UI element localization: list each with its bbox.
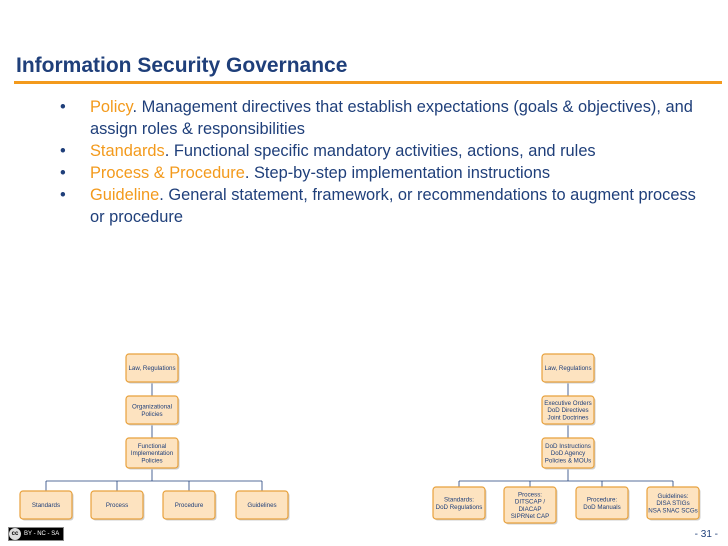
box-label: Procedure: <box>586 496 618 504</box>
bullet-term: Standards <box>90 142 165 160</box>
box-label: Organizational <box>132 403 172 411</box>
box-label: Policies <box>141 457 163 465</box>
box-label: Policies & MOUs <box>544 457 592 465</box>
box-label: DoD Agency <box>550 450 586 458</box>
bullet-term: Guideline <box>90 186 160 204</box>
box-label: DISA STIGs <box>656 500 690 508</box>
box-label: Standards: <box>444 496 474 504</box>
bullet-marker: • <box>60 164 66 182</box>
box-label: Process: <box>517 491 543 499</box>
box-procd <box>576 487 630 521</box>
license-text: BY - NC - SA <box>24 531 60 537</box>
box-label: Implementation <box>130 450 174 458</box>
box-label: DoD Instructions <box>545 443 591 450</box>
box-label: Executive Orders <box>544 400 592 407</box>
right-hierarchy-diagram <box>433 354 701 525</box>
box-std <box>20 491 74 521</box>
bullet-text: . Management directives that establish expectations (goals & objectives), and assign roles & responsibilities <box>90 98 693 138</box>
box-label: DoD Manuals <box>583 503 621 511</box>
box-guide <box>236 491 290 521</box>
bullet-marker: • <box>60 98 66 116</box>
box-label: Joint Doctrines <box>547 414 589 422</box>
slide-title: Information Security Governance <box>16 54 348 77</box>
bullet-text: . Functional specific mandatory activities, actions, and rules <box>164 142 596 160</box>
box-label: Policies <box>141 410 163 418</box>
box-proc <box>91 491 145 521</box>
bullet-marker: • <box>60 186 66 204</box>
box-label: DITSCAP / <box>514 498 546 506</box>
box-label: SIPRNet CAP <box>510 513 550 520</box>
box-label: Procedure <box>174 502 204 510</box>
bullet-text: . Step-by-step implementation instructions <box>244 164 551 182</box>
box-inst <box>542 438 596 470</box>
cc-icon: cc <box>9 528 21 540</box>
box-func <box>126 438 180 470</box>
left-hierarchy-diagram <box>20 354 290 521</box>
box-label: DIACAP <box>518 505 542 513</box>
license-badge <box>8 527 64 541</box>
box-label: NSA SNAC SCGs <box>648 507 698 515</box>
page-number: - 31 - <box>694 529 718 540</box>
box-label: Functional <box>137 443 167 450</box>
box-label: DoD Directives <box>547 407 589 415</box>
box-org <box>126 396 180 426</box>
box-label: Guidelines <box>247 502 277 510</box>
bullet-marker: • <box>60 142 66 160</box>
box-label: Process <box>105 502 129 510</box>
box-proc <box>504 487 558 525</box>
bullet-text: . General statement, framework, or recommendations to augment process or procedure <box>90 186 696 226</box>
box-std <box>433 487 487 521</box>
bullet-term: Process & Procedure <box>90 164 245 182</box>
box-label: Law, Regulations <box>544 365 592 373</box>
box-label: Standards <box>31 502 61 510</box>
box-label: DoD Regulations <box>435 503 483 511</box>
box-guide <box>647 487 701 521</box>
box-label: Law, Regulations <box>128 365 176 373</box>
box-law <box>542 354 596 384</box>
box-exec <box>542 396 596 426</box>
box-procd <box>163 491 217 521</box>
bullet-term: Policy <box>90 98 133 116</box>
box-law <box>126 354 180 384</box>
box-label: Guidelines: <box>657 493 689 500</box>
